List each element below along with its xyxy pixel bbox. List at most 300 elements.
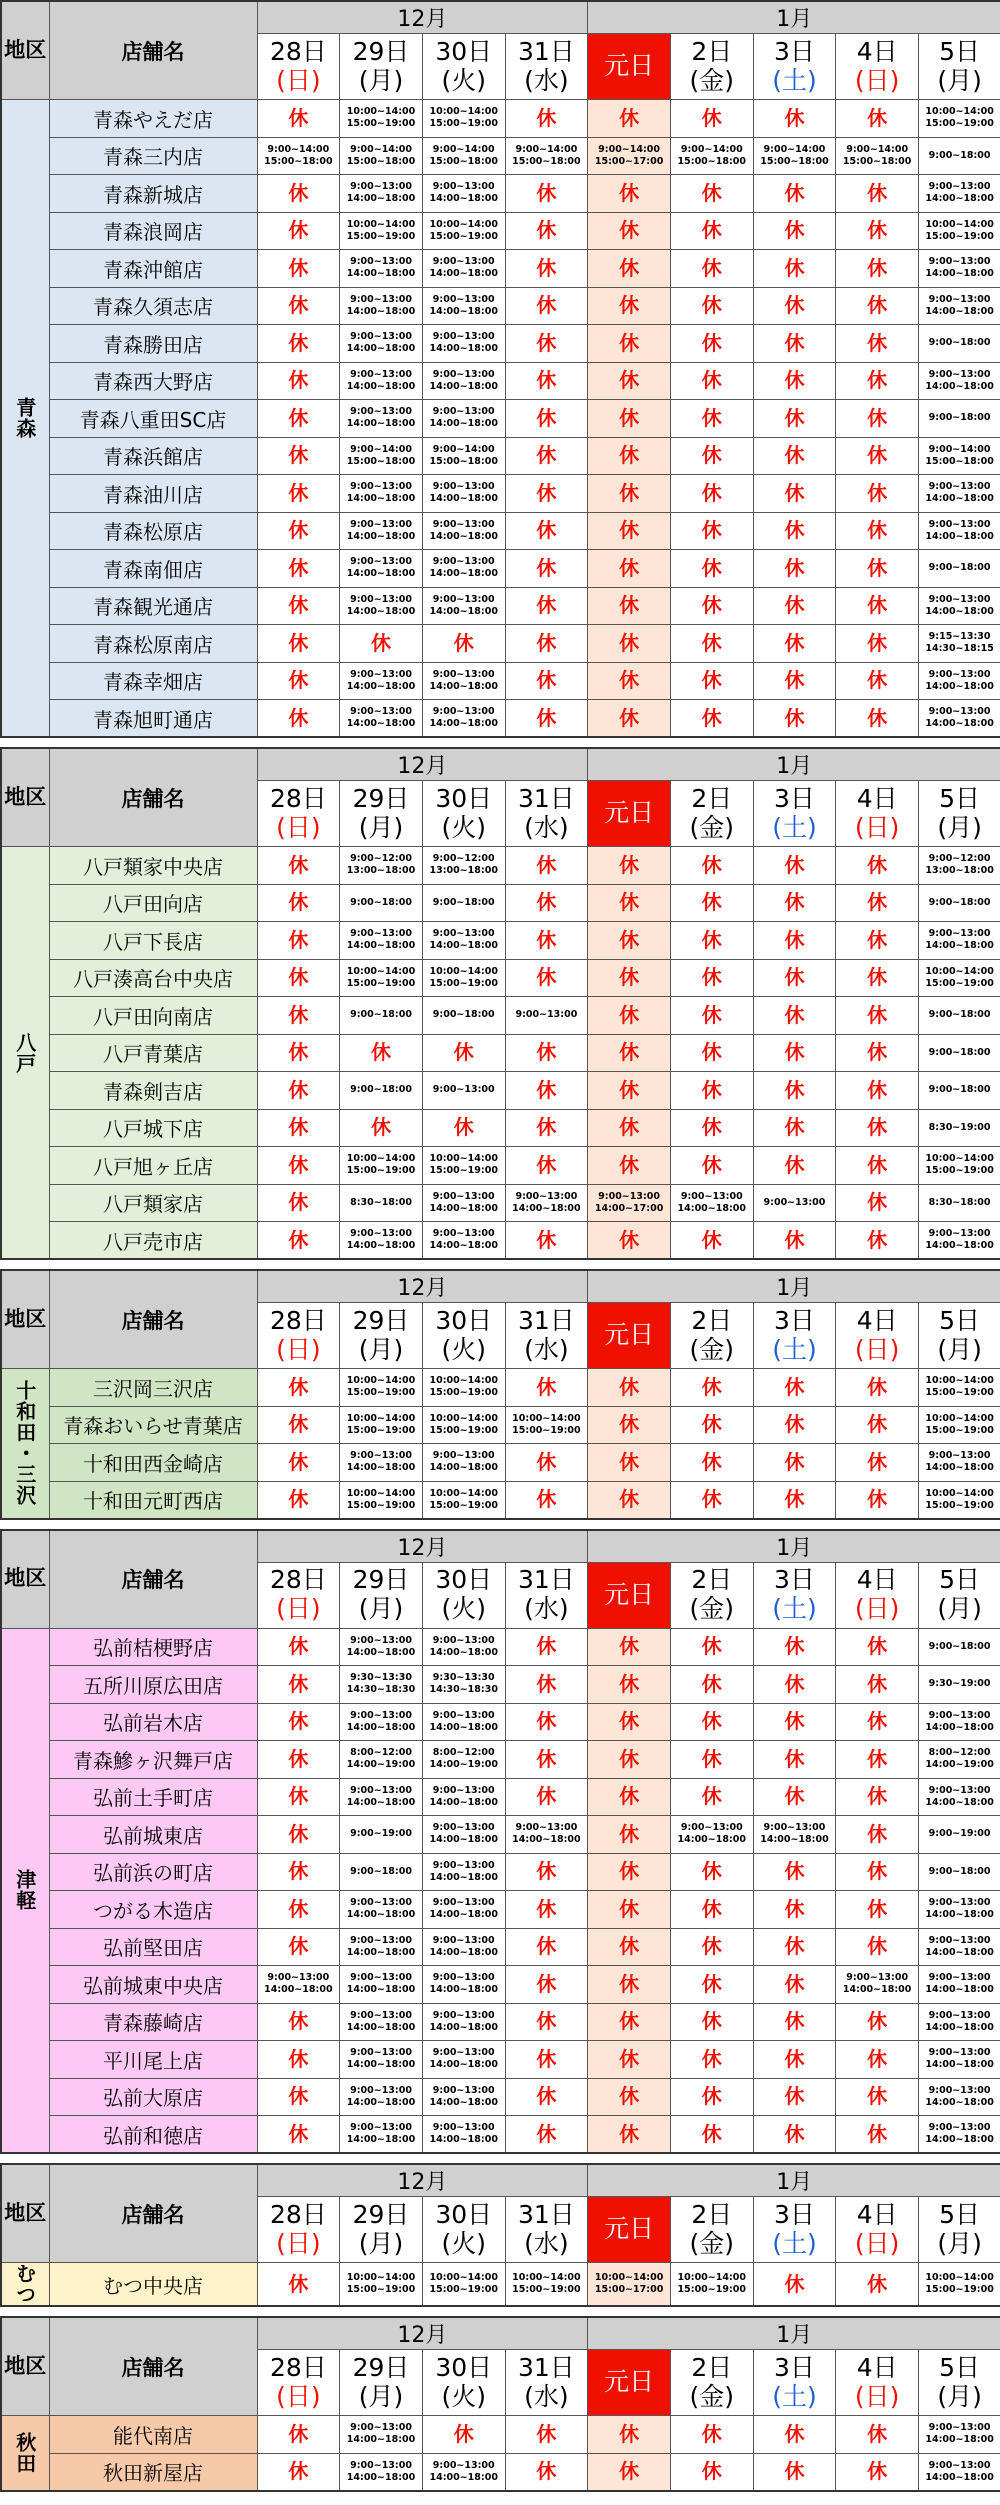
closed-cell: 休 <box>588 1147 671 1185</box>
closed-cell: 休 <box>753 1928 836 1966</box>
closed-cell: 休 <box>836 2416 919 2454</box>
table-row <box>1 1816 1000 1854</box>
hours-cell: 9:00~19:00 <box>340 1816 423 1854</box>
hours-cell <box>340 1966 423 2004</box>
day-header <box>588 1303 671 1369</box>
hours-line: 9:00~13:00 <box>258 1972 340 1984</box>
hours-cell <box>422 137 505 175</box>
closed-cell: 休 <box>257 2263 340 2307</box>
hours-line: 9:00~13:00 <box>423 706 505 718</box>
store-name: 秋田新屋店 <box>49 2453 257 2491</box>
hours-cell <box>422 475 505 513</box>
store-name: 青森おいらせ青葉店 <box>49 1406 257 1444</box>
hours-line: 14:00~18:00 <box>423 418 505 430</box>
hours-line: 10:00~14:00 <box>919 1488 1000 1500</box>
area-header: 地区 <box>1 2317 49 2416</box>
hours-cell <box>422 1966 505 2004</box>
store-name: 青森八重田SC店 <box>49 400 257 438</box>
hours-line: 14:00~18:00 <box>340 268 422 280</box>
hours-cell <box>340 2263 423 2307</box>
closed-cell: 休 <box>753 100 836 138</box>
hours-line: 9:00~13:00 <box>423 331 505 343</box>
day-header <box>670 2197 753 2263</box>
closed-cell: 休 <box>836 2041 919 2079</box>
hours-line: 9:00~13:00 <box>340 331 422 343</box>
closed-cell: 休 <box>836 2078 919 2116</box>
hours-line: 9:00~13:00 <box>919 2460 1000 2472</box>
hours-cell <box>340 662 423 700</box>
closed-cell: 休 <box>753 2003 836 2041</box>
hours-line: 14:00~18:00 <box>423 1984 505 1996</box>
store-name: 青森勝田店 <box>49 325 257 363</box>
closed-cell: 休 <box>670 2078 753 2116</box>
hours-line: 14:00~18:00 <box>423 1834 505 1846</box>
hours-line: 9:00~13:00 <box>423 1822 505 1834</box>
hours-line: 9:00~13:00 <box>423 928 505 940</box>
hours-line: 10:00~14:00 <box>919 966 1000 978</box>
closed-cell: 休 <box>588 1628 671 1666</box>
closed-cell: 休 <box>753 512 836 550</box>
closed-cell: 休 <box>753 847 836 885</box>
closed-cell: 休 <box>588 325 671 363</box>
weekday-label: (土) <box>754 2230 836 2259</box>
hours-cell: 9:00~13:00 <box>422 1072 505 1110</box>
hours-line: 9:00~13:00 <box>340 2047 422 2059</box>
hours-line: 14:00~18:00 <box>919 2434 1000 2446</box>
day-header <box>340 34 423 100</box>
store-name: 青森松原店 <box>49 512 257 550</box>
month-header-january: 1月 <box>588 2164 1000 2197</box>
day-header <box>753 2350 836 2416</box>
closed-cell: 休 <box>753 212 836 250</box>
store-name: むつ中央店 <box>49 2263 257 2307</box>
day-header <box>257 2197 340 2263</box>
hours-line: 15:00~18:00 <box>340 156 422 168</box>
hours-cell <box>422 1741 505 1779</box>
store-name: 八戸類家中央店 <box>49 847 257 885</box>
hours-cell <box>505 137 588 175</box>
closed-cell: 休 <box>588 550 671 588</box>
closed-cell: 休 <box>753 287 836 325</box>
closed-cell: 休 <box>588 2453 671 2491</box>
store-name: 青森藤崎店 <box>49 2003 257 2041</box>
day-header <box>919 34 1000 100</box>
hours-cell <box>919 100 1000 138</box>
weekday-label: (月) <box>919 814 1000 843</box>
hours-line: 10:00~14:00 <box>340 1375 422 1387</box>
day-header <box>836 1562 919 1628</box>
hours-line: 14:00~18:00 <box>340 2472 422 2484</box>
hours-line: 9:00~13:00 <box>919 519 1000 531</box>
hours-line: 14:00~18:00 <box>919 681 1000 693</box>
table-row <box>1 137 1000 175</box>
hours-cell <box>588 137 671 175</box>
hours-line: 13:00~18:00 <box>423 865 505 877</box>
hours-line: 10:00~14:00 <box>423 2272 505 2284</box>
closed-cell: 休 <box>836 1481 919 1519</box>
closed-cell: 休 <box>588 1406 671 1444</box>
hours-cell: 9:00~18:00 <box>919 1628 1000 1666</box>
hours-line: 14:00~18:00 <box>340 606 422 618</box>
day-header <box>257 1562 340 1628</box>
closed-cell: 休 <box>670 100 753 138</box>
hours-line: 14:00~18:00 <box>919 381 1000 393</box>
closed-cell: 休 <box>257 922 340 960</box>
table-row <box>1 400 1000 438</box>
closed-cell: 休 <box>588 1816 671 1854</box>
day-label: 2日 <box>691 37 732 66</box>
closed-cell: 休 <box>588 700 671 738</box>
closed-cell: 休 <box>836 959 919 997</box>
hours-cell <box>340 922 423 960</box>
table-row <box>1 959 1000 997</box>
hours-cell <box>340 2453 423 2491</box>
hours-line: 10:00~14:00 <box>919 106 1000 118</box>
closed-cell: 休 <box>257 587 340 625</box>
closed-cell: 休 <box>505 2116 588 2154</box>
day-header <box>257 781 340 847</box>
hours-line: 14:00~18:00 <box>340 2097 422 2109</box>
closed-cell: 休 <box>588 362 671 400</box>
hours-cell <box>919 2041 1000 2079</box>
hours-line: 15:00~19:00 <box>340 2284 422 2296</box>
closed-cell: 休 <box>505 959 588 997</box>
day-header <box>422 1562 505 1628</box>
hours-line: 9:00~14:00 <box>671 144 753 156</box>
hours-cell <box>422 250 505 288</box>
closed-cell: 休 <box>257 1628 340 1666</box>
weekday-label: (土) <box>754 67 836 96</box>
closed-cell: 休 <box>836 625 919 663</box>
hours-line: 15:00~18:00 <box>340 456 422 468</box>
hours-line: 9:00~13:00 <box>340 406 422 418</box>
hours-line: 9:00~13:00 <box>671 1822 753 1834</box>
closed-cell: 休 <box>753 1891 836 1929</box>
closed-cell: 休 <box>588 175 671 213</box>
day-header <box>340 2350 423 2416</box>
hours-line: 14:00~18:00 <box>423 531 505 543</box>
hours-cell <box>422 1853 505 1891</box>
closed-cell: 休 <box>588 1703 671 1741</box>
hours-line: 14:00~18:00 <box>919 306 1000 318</box>
hours-cell <box>422 1222 505 1260</box>
hours-line: 9:15~13:30 <box>919 631 1000 643</box>
hours-line: 9:00~13:00 <box>423 1228 505 1240</box>
hours-line: 9:00~14:00 <box>919 444 1000 456</box>
hours-line: 14:00~18:00 <box>919 940 1000 952</box>
hours-cell: 9:00~18:00 <box>919 550 1000 588</box>
hours-line: 9:00~13:00 <box>340 928 422 940</box>
closed-cell: 休 <box>588 2041 671 2079</box>
store-name: 八戸田向店 <box>49 884 257 922</box>
weekday-label: (水) <box>506 1595 588 1624</box>
month-header-december: 12月 <box>257 2317 588 2350</box>
hours-line: 14:00~18:00 <box>340 568 422 580</box>
closed-cell: 休 <box>836 1406 919 1444</box>
weekday-label: (日) <box>836 814 918 843</box>
day-label: 28日 <box>270 2353 327 2382</box>
table-row <box>1 1891 1000 1929</box>
day-label: 31日 <box>518 37 575 66</box>
hours-line: 9:00~13:00 <box>340 181 422 193</box>
closed-cell: 休 <box>257 362 340 400</box>
table-row <box>1 1966 1000 2004</box>
day-label: 3日 <box>774 37 815 66</box>
hours-cell <box>919 437 1000 475</box>
hours-cell <box>670 1184 753 1222</box>
hours-cell <box>422 1816 505 1854</box>
closed-cell: 休 <box>257 1928 340 1966</box>
closed-cell: 休 <box>505 1628 588 1666</box>
closed-cell: 休 <box>836 847 919 885</box>
closed-cell: 休 <box>753 1481 836 1519</box>
closed-cell: 休 <box>257 1444 340 1482</box>
closed-cell: 休 <box>588 1369 671 1407</box>
closed-cell: 休 <box>670 362 753 400</box>
weekday-label: (土) <box>754 2383 836 2412</box>
day-label: 2日 <box>691 1565 732 1594</box>
closed-cell: 休 <box>505 1481 588 1519</box>
hours-line: 9:00~13:00 <box>919 181 1000 193</box>
weekday-label: (土) <box>754 1336 836 1365</box>
hours-line: 14:00~18:00 <box>423 718 505 730</box>
table-row <box>1 1778 1000 1816</box>
hours-cell <box>422 2263 505 2307</box>
day-header <box>505 34 588 100</box>
closed-cell: 休 <box>257 1891 340 1929</box>
month-header-december: 12月 <box>257 1530 588 1563</box>
month-header-january: 1月 <box>588 2317 1000 2350</box>
hours-line: 9:00~13:00 <box>836 1972 918 1984</box>
weekday-label: (月) <box>340 1336 422 1365</box>
closed-cell: 休 <box>505 1778 588 1816</box>
hours-cell <box>753 1816 836 1854</box>
hours-line: 9:00~13:00 <box>919 1972 1000 1984</box>
hours-line: 9:00~13:00 <box>340 669 422 681</box>
day-label: 29日 <box>353 1306 410 1335</box>
weekday-label: (日) <box>836 2230 918 2259</box>
closed-cell: 休 <box>505 1703 588 1741</box>
hours-cell: 9:00~18:00 <box>340 997 423 1035</box>
closed-cell: 休 <box>670 1628 753 1666</box>
table-row <box>1 1406 1000 1444</box>
day-label: 31日 <box>518 1565 575 1594</box>
hours-line: 9:00~13:00 <box>423 556 505 568</box>
hours-line: 15:00~17:00 <box>588 2284 670 2296</box>
closed-cell: 休 <box>505 100 588 138</box>
hours-cell <box>340 175 423 213</box>
hours-cell <box>422 2041 505 2079</box>
day-label: 30日 <box>435 1306 492 1335</box>
hours-cell: 9:00~18:00 <box>919 1853 1000 1891</box>
hours-cell <box>919 1703 1000 1741</box>
weekday-label: (金) <box>671 814 753 843</box>
hours-line: 13:00~18:00 <box>919 865 1000 877</box>
hours-line: 14:00~18:00 <box>423 940 505 952</box>
closed-cell: 休 <box>257 437 340 475</box>
table-row <box>1 1444 1000 1482</box>
hours-line: 14:00~18:00 <box>423 193 505 205</box>
hours-line: 14:00~18:00 <box>258 1984 340 1996</box>
closed-cell: 休 <box>505 475 588 513</box>
day-header <box>836 781 919 847</box>
hours-cell <box>340 1369 423 1407</box>
closed-cell: 休 <box>836 400 919 438</box>
hours-line: 14:00~18:00 <box>340 493 422 505</box>
day-header <box>340 1562 423 1628</box>
hours-line: 14:00~18:00 <box>919 193 1000 205</box>
hours-line: 14:00~18:00 <box>340 531 422 543</box>
closed-cell: 休 <box>505 662 588 700</box>
hours-cell: 9:00~18:00 <box>919 997 1000 1035</box>
hours-line: 9:00~13:00 <box>340 1935 422 1947</box>
day-header <box>670 781 753 847</box>
hours-cell <box>505 2263 588 2307</box>
closed-cell: 休 <box>753 475 836 513</box>
closed-cell: 休 <box>670 1369 753 1407</box>
table-row <box>1 1481 1000 1519</box>
region-label: 津軽 <box>1 1628 49 2153</box>
region-table <box>0 2163 1000 2307</box>
hours-line: 15:00~19:00 <box>919 118 1000 130</box>
closed-cell: 休 <box>588 1072 671 1110</box>
closed-cell: 休 <box>836 2453 919 2491</box>
day-label: 5日 <box>939 1306 980 1335</box>
hours-line: 9:00~13:00 <box>919 706 1000 718</box>
hours-line: 9:00~14:00 <box>423 144 505 156</box>
hours-cell <box>919 2078 1000 2116</box>
closed-cell: 休 <box>588 1034 671 1072</box>
closed-cell: 休 <box>505 2003 588 2041</box>
closed-cell: 休 <box>670 437 753 475</box>
day-header <box>588 2350 671 2416</box>
closed-cell: 休 <box>670 2041 753 2079</box>
hours-line: 9:00~13:00 <box>340 294 422 306</box>
hours-cell <box>422 437 505 475</box>
hours-line: 9:00~13:00 <box>340 1635 422 1647</box>
closed-cell: 休 <box>670 212 753 250</box>
weekday-label: (月) <box>340 1595 422 1624</box>
hours-cell: 9:00~18:00 <box>340 884 423 922</box>
hours-line: 15:00~18:00 <box>506 156 588 168</box>
closed-cell: 休 <box>670 400 753 438</box>
hours-line: 15:00~19:00 <box>671 2284 753 2296</box>
day-header <box>257 34 340 100</box>
hours-line: 10:00~14:00 <box>588 2272 670 2284</box>
hours-line: 8:00~12:00 <box>340 1747 422 1759</box>
day-label: 28日 <box>270 1565 327 1594</box>
hours-line: 14:00~18:00 <box>423 306 505 318</box>
closed-cell: 休 <box>505 1444 588 1482</box>
hours-cell <box>422 512 505 550</box>
closed-cell: 休 <box>257 100 340 138</box>
hours-line: 9:00~13:00 <box>919 594 1000 606</box>
hours-cell <box>919 662 1000 700</box>
store-name: 青森やえだ店 <box>49 100 257 138</box>
hours-line: 14:00~18:00 <box>836 1984 918 1996</box>
weekday-label: (金) <box>671 1595 753 1624</box>
store-header: 店舗名 <box>49 1270 257 1369</box>
hours-line: 14:00~18:00 <box>919 493 1000 505</box>
closed-cell: 休 <box>753 550 836 588</box>
hours-cell <box>919 700 1000 738</box>
day-header <box>257 1303 340 1369</box>
region-table <box>0 747 1000 1260</box>
month-header-december: 12月 <box>257 748 588 781</box>
closed-cell: 休 <box>836 1891 919 1929</box>
hours-cell <box>340 550 423 588</box>
hours-line: 9:00~13:00 <box>423 406 505 418</box>
store-name: 十和田西金崎店 <box>49 1444 257 1482</box>
closed-cell: 休 <box>505 922 588 960</box>
hours-cell <box>340 1481 423 1519</box>
weekday-label: (金) <box>671 67 753 96</box>
store-name: 八戸城下店 <box>49 1109 257 1147</box>
weekday-label: (金) <box>671 2230 753 2259</box>
table-row <box>1 1628 1000 1666</box>
hours-line: 9:00~13:00 <box>919 928 1000 940</box>
hours-cell <box>422 959 505 997</box>
closed-cell: 休 <box>836 662 919 700</box>
day-label: 29日 <box>353 37 410 66</box>
hours-line: 15:00~19:00 <box>340 118 422 130</box>
closed-cell: 休 <box>836 1703 919 1741</box>
weekday-label: (火) <box>423 1595 505 1624</box>
closed-cell: 休 <box>670 2003 753 2041</box>
hours-line: 9:00~13:00 <box>919 1228 1000 1240</box>
closed-cell: 休 <box>753 587 836 625</box>
closed-cell: 休 <box>257 662 340 700</box>
closed-cell: 休 <box>257 959 340 997</box>
closed-cell: 休 <box>588 250 671 288</box>
table-row <box>1 1666 1000 1704</box>
hours-line: 14:00~18:00 <box>423 2134 505 2146</box>
weekday-label: (日) <box>258 814 340 843</box>
store-name: 青森三内店 <box>49 137 257 175</box>
closed-cell: 休 <box>505 212 588 250</box>
closed-cell: 休 <box>422 2416 505 2454</box>
hours-cell: 9:00~18:00 <box>919 137 1000 175</box>
closed-cell: 休 <box>836 922 919 960</box>
closed-cell: 休 <box>257 2116 340 2154</box>
hours-line: 14:00~18:00 <box>423 1203 505 1215</box>
hours-cell <box>919 847 1000 885</box>
closed-cell: 休 <box>753 400 836 438</box>
day-header <box>422 34 505 100</box>
weekday-label: (月) <box>340 67 422 96</box>
hours-line: 9:00~13:00 <box>423 1785 505 1797</box>
hours-line: 14:00~18:00 <box>919 1240 1000 1252</box>
day-label: 元日 <box>604 2367 654 2396</box>
hours-line: 9:00~13:00 <box>340 2460 422 2472</box>
hours-cell <box>919 1369 1000 1407</box>
hours-line: 9:00~13:00 <box>423 294 505 306</box>
hours-cell <box>422 2116 505 2154</box>
hours-cell: 8:30~18:00 <box>340 1184 423 1222</box>
hours-cell <box>422 2078 505 2116</box>
day-header <box>340 2197 423 2263</box>
closed-cell: 休 <box>836 212 919 250</box>
hours-line: 14:00~18:00 <box>506 1203 588 1215</box>
day-label: 29日 <box>353 784 410 813</box>
hours-cell <box>422 662 505 700</box>
closed-cell: 休 <box>505 550 588 588</box>
weekday-label: (火) <box>423 1336 505 1365</box>
closed-cell: 休 <box>588 1444 671 1482</box>
closed-cell: 休 <box>836 1778 919 1816</box>
closed-cell: 休 <box>588 1666 671 1704</box>
hours-cell <box>422 362 505 400</box>
